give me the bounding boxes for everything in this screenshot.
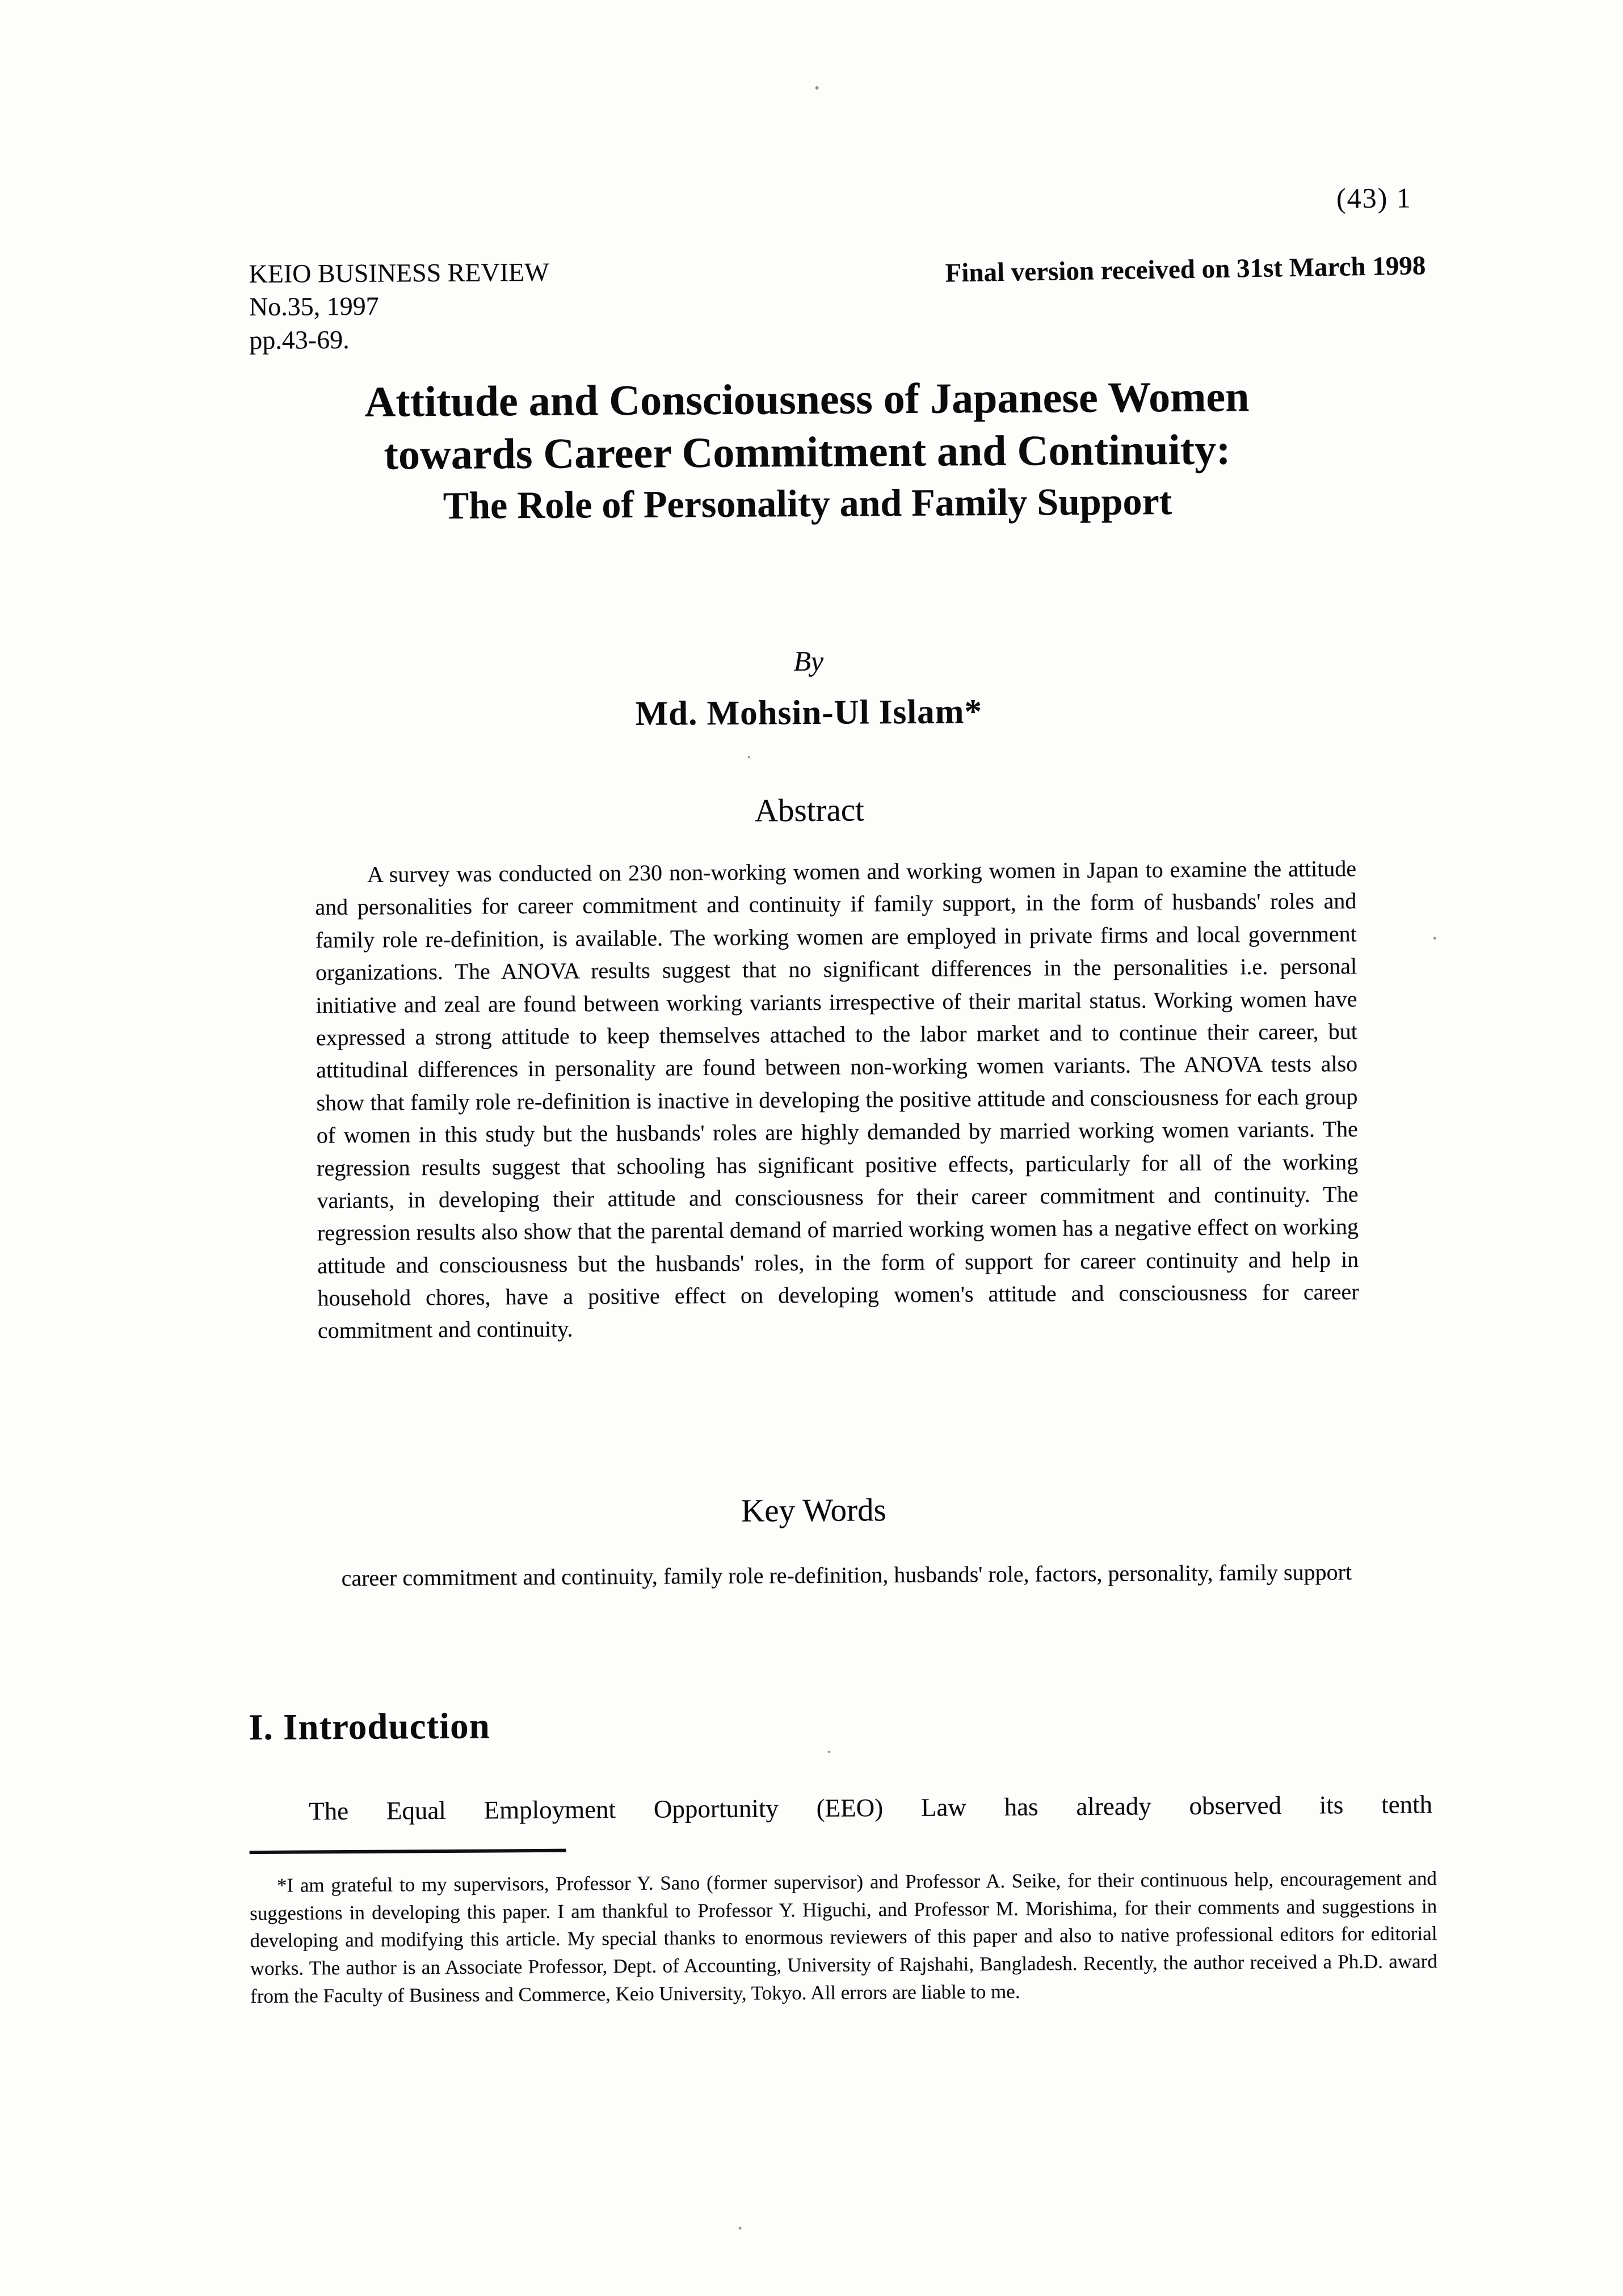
page-number: (43) 1	[1336, 182, 1412, 214]
footnote-text: *I am grateful to my supervisors, Professor Y. Sano (former supervisor) and Professor A. Seike, for their continuous help, encouragement and suggestions in developing this paper. I am thankful to Professor Y. Higuchi, and Professor M. Morishima, for their comments and suggestions in developing and modifying this article. My special thanks to enormous reviewers of this paper and also to native professional editors for editorial works. The author is an Associate Professor, Dept. of Accounting, University of Rajshahi, Bangladesh. Recently, the author received a Ph.D. award from the Faculty of Business and Commerce, Keio University, Tokyo. All errors are liable to me.	[250, 1867, 1437, 2007]
abstract-heading: Abstract	[754, 792, 865, 829]
scan-speck	[815, 86, 819, 90]
journal-name: KEIO BUSINESS REVIEW	[249, 257, 549, 289]
received-note: Final version received on 31st March 1998	[945, 251, 1426, 288]
footnote-divider	[250, 1849, 566, 1854]
author-name: Md. Mohsin-Ul Islam*	[635, 693, 983, 733]
abstract-text: A survey was conducted on 230 non-working women and working women in Japan to examine the attitude and personalities for career commitment and continuity if family support, in the form of husbands' roles and family role re-definition, is available. The working women are employed in private firms and local government organizations. The ANOVA results suggest that no significant differences in the personalities i.e. personal initiative and zeal are found between working variants irrespective of their marital status. Working women have expressed a strong attitude to keep themselves attached to the labor market and to continue their career, but attitudinal differences in personality are found between non-working women variants. The ANOVA tests also show that family role re-definition is inactive in developing the positive attitude and consciousness for each group of women in this study but the husbands' roles are highly demanded by married working women variants. The regression results suggest that schooling has significant positive effects, particularly for all of the working variants, in developing their attitude and consciousness for their career commitment and continuity. The regression results also show that the parental demand of married working women has a negative effect on working attitude and consciousness but the husbands' roles, in the form of support for career continuity and help in household chores, have a positive effect on developing women's attitude and consciousness for career commitment and continuity.	[315, 856, 1359, 1343]
journal-pages: pp.43-69.	[249, 325, 350, 355]
scan-speck	[748, 756, 750, 759]
scan-speck	[739, 2227, 742, 2230]
byline: By	[793, 644, 824, 677]
title-line-1: Attitude and Consciousness of Japanese Women	[364, 373, 1250, 426]
introduction-heading: I. Introduction	[249, 1705, 491, 1749]
journal-header	[249, 256, 549, 357]
title-line-3: The Role of Personality and Family Support	[443, 479, 1172, 528]
title-line-2: towards Career Commitment and Continuity:	[384, 426, 1231, 479]
introduction-paragraph: The Equal Employment Opportunity (EEO) Law has already observed its tenth	[308, 1790, 1433, 1826]
keywords-heading: Key Words	[741, 1492, 886, 1529]
scan-speck	[1433, 937, 1436, 940]
keywords-text: career commitment and continuity, family role re-definition, husbands' role, factors, personality, family support	[341, 1559, 1352, 1591]
article-title	[0, 368, 1619, 533]
journal-issue: No.35, 1997	[249, 292, 379, 322]
scan-speck	[827, 1751, 830, 1753]
